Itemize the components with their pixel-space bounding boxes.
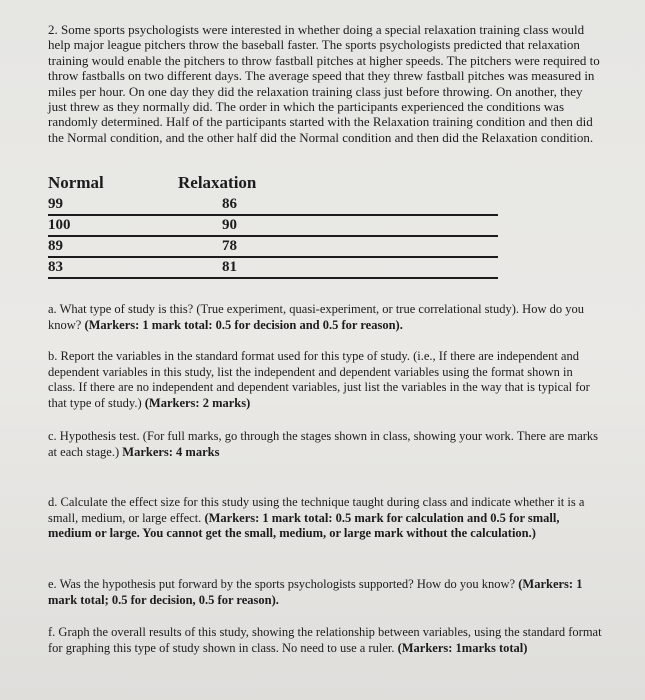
- question-a: [48, 302, 603, 333]
- relaxation-value: 86: [222, 196, 237, 212]
- normal-value: 99: [48, 196, 63, 212]
- question-e: [48, 577, 603, 608]
- question-a-marks: (Markers: 1 mark total: 0.5 for decision and 0.5 for reason).: [84, 317, 403, 332]
- normal-value: 100: [48, 217, 71, 233]
- table-row: [48, 259, 498, 281]
- relaxation-value: 78: [222, 238, 237, 254]
- question-a-text: a. What type of study is this? (True experiment, quasi-experiment, or true correlational study). How do you know?: [48, 302, 584, 332]
- row-divider: [48, 277, 498, 279]
- question-c: [48, 429, 603, 460]
- question-f-text: f. Graph the overall results of this study, showing the relationship between variables, using the standard format for graphing this type of study shown in class. No need to use a ruler.: [48, 625, 602, 655]
- question-f: [48, 625, 603, 656]
- question-c-marks: Markers: 4 marks: [122, 444, 220, 459]
- question-e-text: e. Was the hypothesis put forward by the sports psychologists supported? How do you know?: [48, 577, 519, 591]
- header-relaxation: Relaxation: [178, 173, 257, 192]
- question-f-marks: (Markers: 1marks total): [397, 640, 528, 655]
- question-b-text: b. Report the variables in the standard format used for this type of study. (i.e., If there are independent and dependent variables in this study, list the independent and dependent variables using the format shown in class. If there are no independent and dependent variables, just list the variables in the way that is typical for that type of study.): [48, 349, 590, 410]
- question-b: [48, 349, 603, 411]
- normal-value: 83: [48, 259, 63, 275]
- question-b-marks: (Markers: 2 marks): [144, 395, 251, 410]
- question-c-text: c. Hypothesis test. (For full marks, go through the stages shown in class, showing your work. There are marks at each stage.): [48, 429, 599, 459]
- question-intro: 2. Some sports psychologists were interested in whether doing a special relaxation training class would help major league pitchers throw the baseball faster. The sports psychologists predicted that relaxation training would enable the pitchers to throw fastball pitches at higher speeds. The pitchers were required to throw fastballs on two different days. The average speed that they threw fastball pitches was measured in miles per hour. On one day they did the relaxation training class just before throwing. On another, they just threw as they normally did. The order in which the participants experienced the conditions was randomly determined. Half of the participants started with the Relaxation training condition and then did the Normal condition, and the other half did the Normal condition and then did the Relaxation condition.: [48, 22, 600, 145]
- header-normal: Normal: [48, 173, 104, 192]
- question-d-text: d. Calculate the effect size for this study using the technique taught during class and indicate whether it is a small, medium, or large effect.: [48, 495, 585, 525]
- relaxation-value: 81: [222, 259, 237, 275]
- table-row: [48, 217, 498, 239]
- table-row: [48, 196, 498, 218]
- table-row: [48, 238, 498, 260]
- question-d: [48, 495, 603, 542]
- row-divider: [48, 214, 498, 216]
- question-d-marks: (Markers: 1 mark total: 0.5 mark for calculation and 0.5 for small, medium or large. You cannot get the small, medium, or large mark without the calculation.): [48, 510, 560, 540]
- row-divider: [48, 235, 498, 237]
- row-divider: [48, 256, 498, 258]
- normal-value: 89: [48, 238, 63, 254]
- question-e-marks: (Markers: 1 mark total; 0.5 for decision, 0.5 for reason).: [48, 577, 583, 607]
- relaxation-value: 90: [222, 217, 237, 233]
